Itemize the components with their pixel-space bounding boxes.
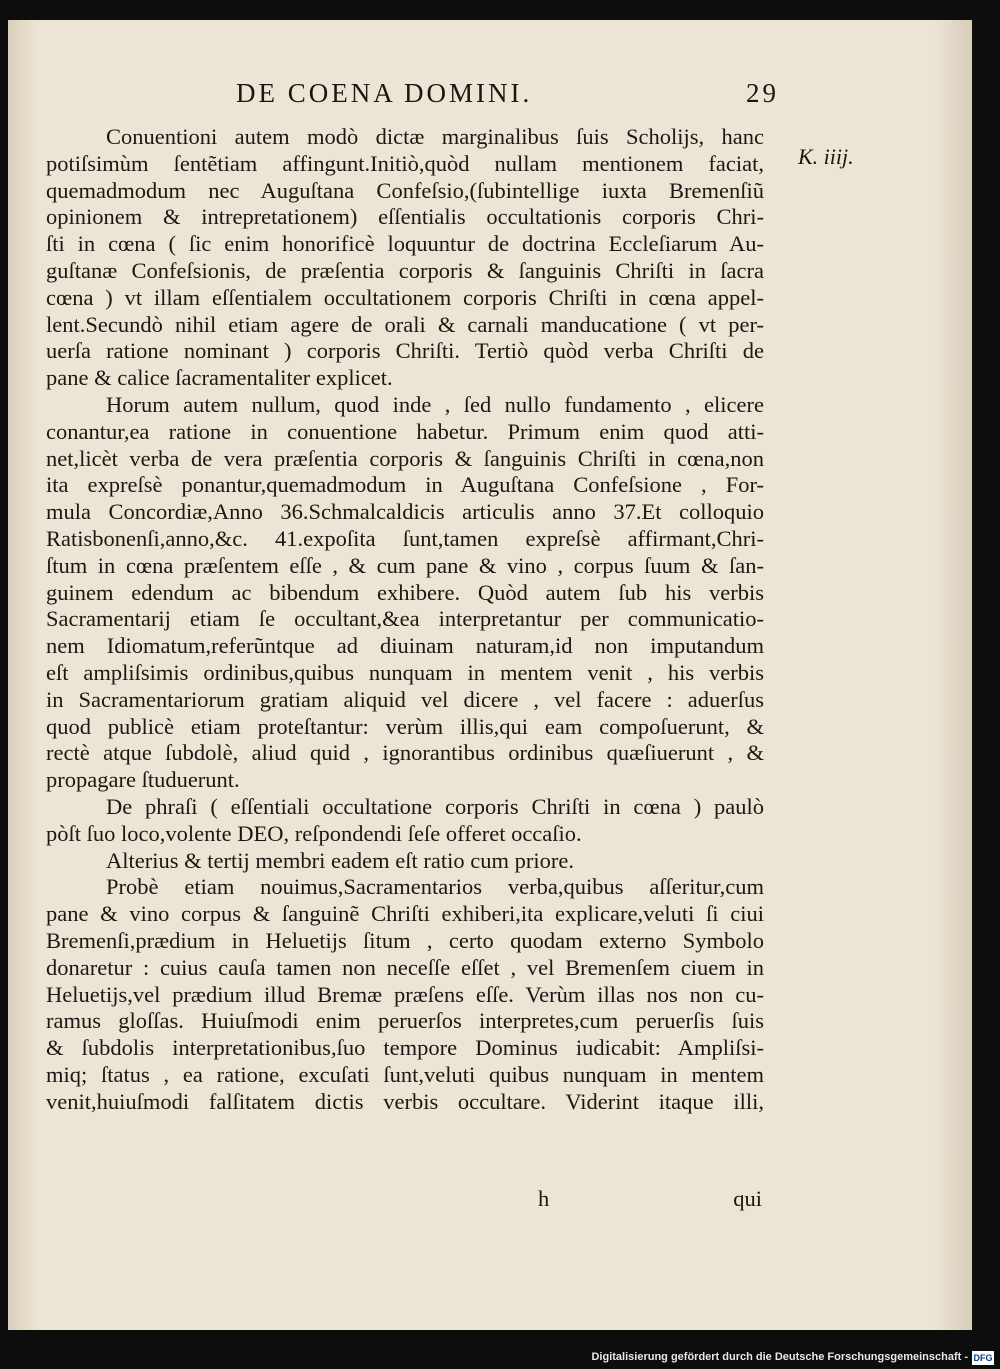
text-line: venit,huiuſmodi falſitatem dictis verbis occultare. Viderint itaque illi, <box>46 1088 764 1114</box>
text-line: Probè etiam nouimus,Sacramentarios verba,quibus aſſeritur,cum <box>106 874 764 900</box>
text-line: Conuentioni autem modò dictæ marginalibus ſuis Scholijs, hanc <box>106 124 764 149</box>
text-line: Heluetijs,vel prædium illud Bremæ præſens eſſe. Verùm illas nos non cu- <box>46 981 764 1007</box>
catchword: qui <box>733 1186 762 1211</box>
text-line: & ſubdolis interpretationibus,ſuo tempore Dominus iudicabit: Ampliſsi- <box>46 1035 764 1061</box>
text-line: mula Concordiæ,Anno 36.Schmalcaldicis articulis anno 37.Et colloquio <box>46 499 764 525</box>
text-line: propagare ſtuduerunt. <box>46 767 240 793</box>
text-line: net,licèt verba de vera præſentia corporis & ſanguinis Chriſti in cœna,non <box>46 445 764 471</box>
digitization-credit: Digitalisierung gefördert durch die Deutsche Forschungsgemeinschaft - <box>591 1351 968 1363</box>
text-line: donaretur : cuius cauſa tamen non neceſſe eſſet , vel Bremenſem ciuem in <box>46 954 764 980</box>
text-line: ſtum in cœna præſentem eſſe , & cum pane & vino , corpus ſuum & ſan- <box>46 552 764 578</box>
text-line: conantur,ea ratione in conuentione habetur. Primum enim quod atti- <box>46 418 764 444</box>
signature-mark: K. iiij. <box>798 144 854 169</box>
page-number: 29 <box>746 78 779 108</box>
text-line: Bremenſi,prædium in Heluetijs ſitum , certo quodam externo Symbolo <box>46 927 764 953</box>
text-line: miq; ſtatus , ea ratione, excuſati ſunt,veluti quibus nunquam in mentem <box>46 1061 764 1087</box>
dfg-logo: DFG <box>973 1353 993 1363</box>
footer-signature-mark: h <box>538 1186 550 1211</box>
text-line: pane & vino corpus & ſanguinẽ Chriſti exhiberi,ita explicare,veluti ſi ciui <box>46 901 764 927</box>
text-line: nem Idiomatum,referũntque ad diuinam naturam,id non imputandum <box>46 633 764 659</box>
running-title: DE COENA DOMINI. <box>236 78 533 108</box>
text-line: ſti in cœna ( ſic enim honorificè loquuntur de doctrina Eccleſiarum Au- <box>46 231 764 257</box>
text-line: potiſsimùm ſentẽtiam affingunt.Initiò,quòd nullam mentionem faciat, <box>46 150 764 176</box>
text-line: Sacramentarij etiam ſe occultant,&ea interpretantur per communicatio- <box>46 606 764 632</box>
text-line: ramus gloſſas. Huiuſmodi enim peruerſos interpretes,cum peruerſis ſuis <box>46 1008 764 1034</box>
book-page <box>8 20 972 1330</box>
text-line: quemadmodum nec Auguſtana Confeſsio,(ſubintellige iuxta Bremenſiũ <box>46 177 764 203</box>
text-line: cœna ) vt illam eſſentialem occultationem corporis Chriſti in cœna appel- <box>46 284 764 310</box>
text-line: Horum autem nullum, quod inde , ſed nullo fundamento , elicere <box>106 391 764 417</box>
text-line: Alterius & tertij membri eadem eſt ratio cum priore. <box>106 847 574 873</box>
page-footer <box>46 1186 764 1214</box>
text-line: quod publicè etiam proteſtantur: verùm illis,qui eam compoſuerunt, & <box>46 713 764 739</box>
text-line: pane & calice ſacramentaliter explicet. <box>46 365 393 391</box>
text-line: lent.Secundò nihil etiam agere de orali & carnali manducatione ( vt per- <box>46 311 764 337</box>
text-line: eſt ampliſsimis ordinibus,quibus nunquam in mentem venit , his verbis <box>46 659 764 685</box>
text-line: rectè atque ſubdolè, aliud quid , ignorantibus ordinibus quæſiuerunt , & <box>46 740 764 766</box>
text-line: Ratisbonenſi,anno,&c. 41.expoſita ſunt,tamen expreſsè affirmant,Chri- <box>46 525 764 551</box>
text-line: guinem edendum ac bibendum exhibere. Quòd autem ſub his verbis <box>46 579 764 605</box>
text-line: uerſa ratione nominant ) corporis Chriſti. Tertiò quòd verba Chriſti de <box>46 338 764 364</box>
text-line: opinionem & intrepretationem) eſſentialis occultationis corporis Chri- <box>46 204 764 230</box>
text-line: ita expreſsè ponantur,quemadmodum in Auguſtana Confeſsione , For- <box>46 472 764 498</box>
text-line: De phraſi ( eſſentiali occultatione corporis Chriſti in cœna ) paulò <box>106 793 764 819</box>
text-line: pòſt ſuo loco,volente DEO, reſpondendi ſeſe offeret occaſio. <box>46 820 582 846</box>
text-line: guſtanæ Confeſsionis, de præſentia corporis & ſanguinis Chriſti in ſacra <box>46 257 764 283</box>
text-line: in Sacramentariorum gratiam aliquid vel dicere , vel facere : aduerſus <box>46 686 764 712</box>
body-text <box>46 124 764 1115</box>
